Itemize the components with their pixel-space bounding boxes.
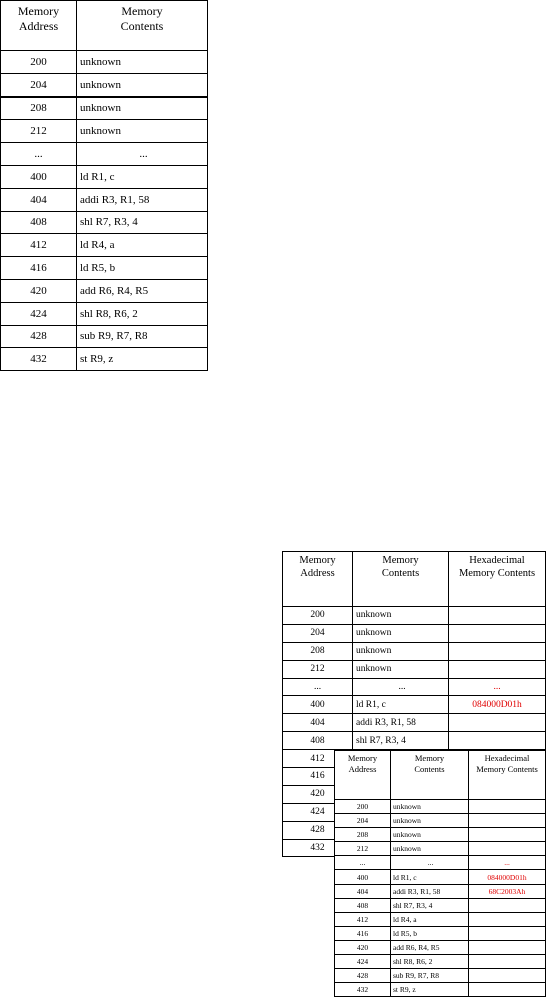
table-row xyxy=(335,898,546,912)
header-row xyxy=(283,552,546,607)
hex-cell xyxy=(469,940,546,954)
address-cell: 424 xyxy=(1,302,77,325)
contents-cell: unknown xyxy=(353,660,449,678)
table-row xyxy=(1,325,208,348)
table-row xyxy=(1,211,208,234)
header-hex: Hexadecimal Memory Contents xyxy=(469,751,546,800)
hex-cell xyxy=(469,926,546,940)
address-cell: 400 xyxy=(335,870,391,884)
address-cell: ... xyxy=(1,143,77,166)
hex-cell xyxy=(469,842,546,856)
contents-cell: add R6, R4, R5 xyxy=(391,940,469,954)
table-row xyxy=(283,624,546,642)
contents-cell: ld R1, c xyxy=(391,870,469,884)
hex-cell xyxy=(469,912,546,926)
address-cell: 412 xyxy=(335,912,391,926)
contents-cell: st R9, z xyxy=(77,348,208,371)
address-cell: 432 xyxy=(335,983,391,997)
address-cell: 408 xyxy=(283,732,353,750)
contents-cell: unknown xyxy=(77,73,208,96)
contents-cell: unknown xyxy=(353,607,449,625)
contents-cell: addi R3, R1, 58 xyxy=(77,188,208,211)
address-cell: 404 xyxy=(335,884,391,898)
contents-cell: unknown xyxy=(77,51,208,74)
address-cell: 200 xyxy=(1,51,77,74)
address-cell: 412 xyxy=(283,750,353,768)
table-row xyxy=(335,940,546,954)
header-hex: Hexadecimal Memory Contents xyxy=(449,552,546,607)
address-cell: 204 xyxy=(335,814,391,828)
address-cell: 204 xyxy=(1,73,77,96)
address-cell: 420 xyxy=(1,279,77,302)
contents-cell: st R9, z xyxy=(391,983,469,997)
address-cell: 408 xyxy=(1,211,77,234)
contents-cell: shl R8, R6, 2 xyxy=(77,302,208,325)
address-cell: 416 xyxy=(283,768,353,786)
table-row xyxy=(335,828,546,842)
table-row xyxy=(1,120,208,143)
contents-cell: unknown xyxy=(353,624,449,642)
contents-cell: ld R1, c xyxy=(353,696,449,714)
address-cell: 428 xyxy=(335,969,391,983)
address-cell: 208 xyxy=(335,828,391,842)
table-row xyxy=(335,842,546,856)
memory-table-3 xyxy=(334,750,546,997)
table-row xyxy=(1,51,208,74)
address-cell: 400 xyxy=(283,696,353,714)
table-row xyxy=(335,870,546,884)
table-row xyxy=(335,983,546,997)
address-cell: ... xyxy=(283,678,353,696)
address-cell: 416 xyxy=(1,257,77,280)
address-cell: 412 xyxy=(1,234,77,257)
contents-cell: shl R7, R3, 4 xyxy=(353,732,449,750)
address-cell: 212 xyxy=(1,120,77,143)
contents-cell: shl R7, R3, 4 xyxy=(77,211,208,234)
table-row xyxy=(1,279,208,302)
address-cell: 200 xyxy=(335,800,391,814)
hex-cell xyxy=(449,607,546,625)
header-contents: Memory Contents xyxy=(77,1,208,51)
address-cell: 432 xyxy=(1,348,77,371)
table-row xyxy=(1,97,208,120)
contents-cell: unknown xyxy=(77,97,208,120)
table-row xyxy=(1,257,208,280)
address-cell: 212 xyxy=(335,842,391,856)
address-cell: 200 xyxy=(283,607,353,625)
hex-cell: 084000D01h xyxy=(449,696,546,714)
hex-cell: 68C2003Ah xyxy=(469,884,546,898)
contents-cell: ld R5, b xyxy=(77,257,208,280)
address-cell: 400 xyxy=(1,165,77,188)
header-row xyxy=(1,1,208,51)
contents-cell: sub R9, R7, R8 xyxy=(77,325,208,348)
table-row xyxy=(1,348,208,371)
hex-cell xyxy=(469,898,546,912)
table-row xyxy=(1,188,208,211)
table-row xyxy=(283,678,546,696)
address-cell: 428 xyxy=(1,325,77,348)
hex-cell xyxy=(449,624,546,642)
hex-cell xyxy=(469,814,546,828)
table-row xyxy=(1,73,208,96)
table-row xyxy=(283,660,546,678)
contents-cell: shl R7, R3, 4 xyxy=(391,898,469,912)
hex-cell xyxy=(469,983,546,997)
contents-cell: ... xyxy=(353,678,449,696)
memory-table-1 xyxy=(0,0,208,371)
hex-cell xyxy=(449,642,546,660)
table-row xyxy=(283,714,546,732)
table-row xyxy=(335,926,546,940)
address-cell: 428 xyxy=(283,821,353,839)
header-address: Memory Address xyxy=(283,552,353,607)
hex-cell xyxy=(449,660,546,678)
address-cell: 404 xyxy=(283,714,353,732)
contents-cell: add R6, R4, R5 xyxy=(77,279,208,302)
hex-cell xyxy=(469,828,546,842)
hex-cell xyxy=(449,714,546,732)
contents-cell: addi R3, R1, 58 xyxy=(391,884,469,898)
header-address: Memory Address xyxy=(335,751,391,800)
table-row xyxy=(283,696,546,714)
hex-cell: 084000D01h xyxy=(469,870,546,884)
contents-cell: unknown xyxy=(391,828,469,842)
hex-cell xyxy=(469,969,546,983)
address-cell: 420 xyxy=(283,785,353,803)
header-contents: Memory Contents xyxy=(353,552,449,607)
table-row xyxy=(335,800,546,814)
contents-cell: unknown xyxy=(391,800,469,814)
header-address: Memory Address xyxy=(1,1,77,51)
table-row xyxy=(335,912,546,926)
table-row xyxy=(1,165,208,188)
table-row xyxy=(283,732,546,750)
contents-cell: shl R8, R6, 2 xyxy=(391,955,469,969)
hex-cell: ... xyxy=(469,856,546,870)
table-row xyxy=(335,814,546,828)
contents-cell: sub R9, R7, R8 xyxy=(391,969,469,983)
contents-cell: ld R4, a xyxy=(391,912,469,926)
address-cell: 432 xyxy=(283,839,353,857)
table-row xyxy=(1,143,208,166)
address-cell: 424 xyxy=(283,803,353,821)
hex-cell xyxy=(469,955,546,969)
address-cell: 208 xyxy=(1,97,77,120)
address-cell: 416 xyxy=(335,926,391,940)
table-row xyxy=(335,884,546,898)
header-contents: Memory Contents xyxy=(391,751,469,800)
table-row xyxy=(283,607,546,625)
address-cell: 424 xyxy=(335,955,391,969)
contents-cell: unknown xyxy=(353,642,449,660)
address-cell: ... xyxy=(335,856,391,870)
hex-cell: ... xyxy=(449,678,546,696)
address-cell: 420 xyxy=(335,940,391,954)
header-row xyxy=(335,751,546,800)
hex-cell xyxy=(449,732,546,750)
address-cell: 408 xyxy=(335,898,391,912)
contents-cell: unknown xyxy=(77,120,208,143)
address-cell: 208 xyxy=(283,642,353,660)
contents-cell: ... xyxy=(77,143,208,166)
address-cell: 404 xyxy=(1,188,77,211)
contents-cell: ld R1, c xyxy=(77,165,208,188)
contents-cell: ... xyxy=(391,856,469,870)
address-cell: 204 xyxy=(283,624,353,642)
hex-cell xyxy=(469,800,546,814)
contents-cell: unknown xyxy=(391,814,469,828)
table-row xyxy=(283,642,546,660)
table-row xyxy=(335,955,546,969)
table-row xyxy=(335,969,546,983)
table-row xyxy=(335,856,546,870)
contents-cell: addi R3, R1, 58 xyxy=(353,714,449,732)
contents-cell: ld R5, b xyxy=(391,926,469,940)
contents-cell: unknown xyxy=(391,842,469,856)
table-row xyxy=(1,302,208,325)
contents-cell: ld R4, a xyxy=(77,234,208,257)
address-cell: 212 xyxy=(283,660,353,678)
table-row xyxy=(1,234,208,257)
